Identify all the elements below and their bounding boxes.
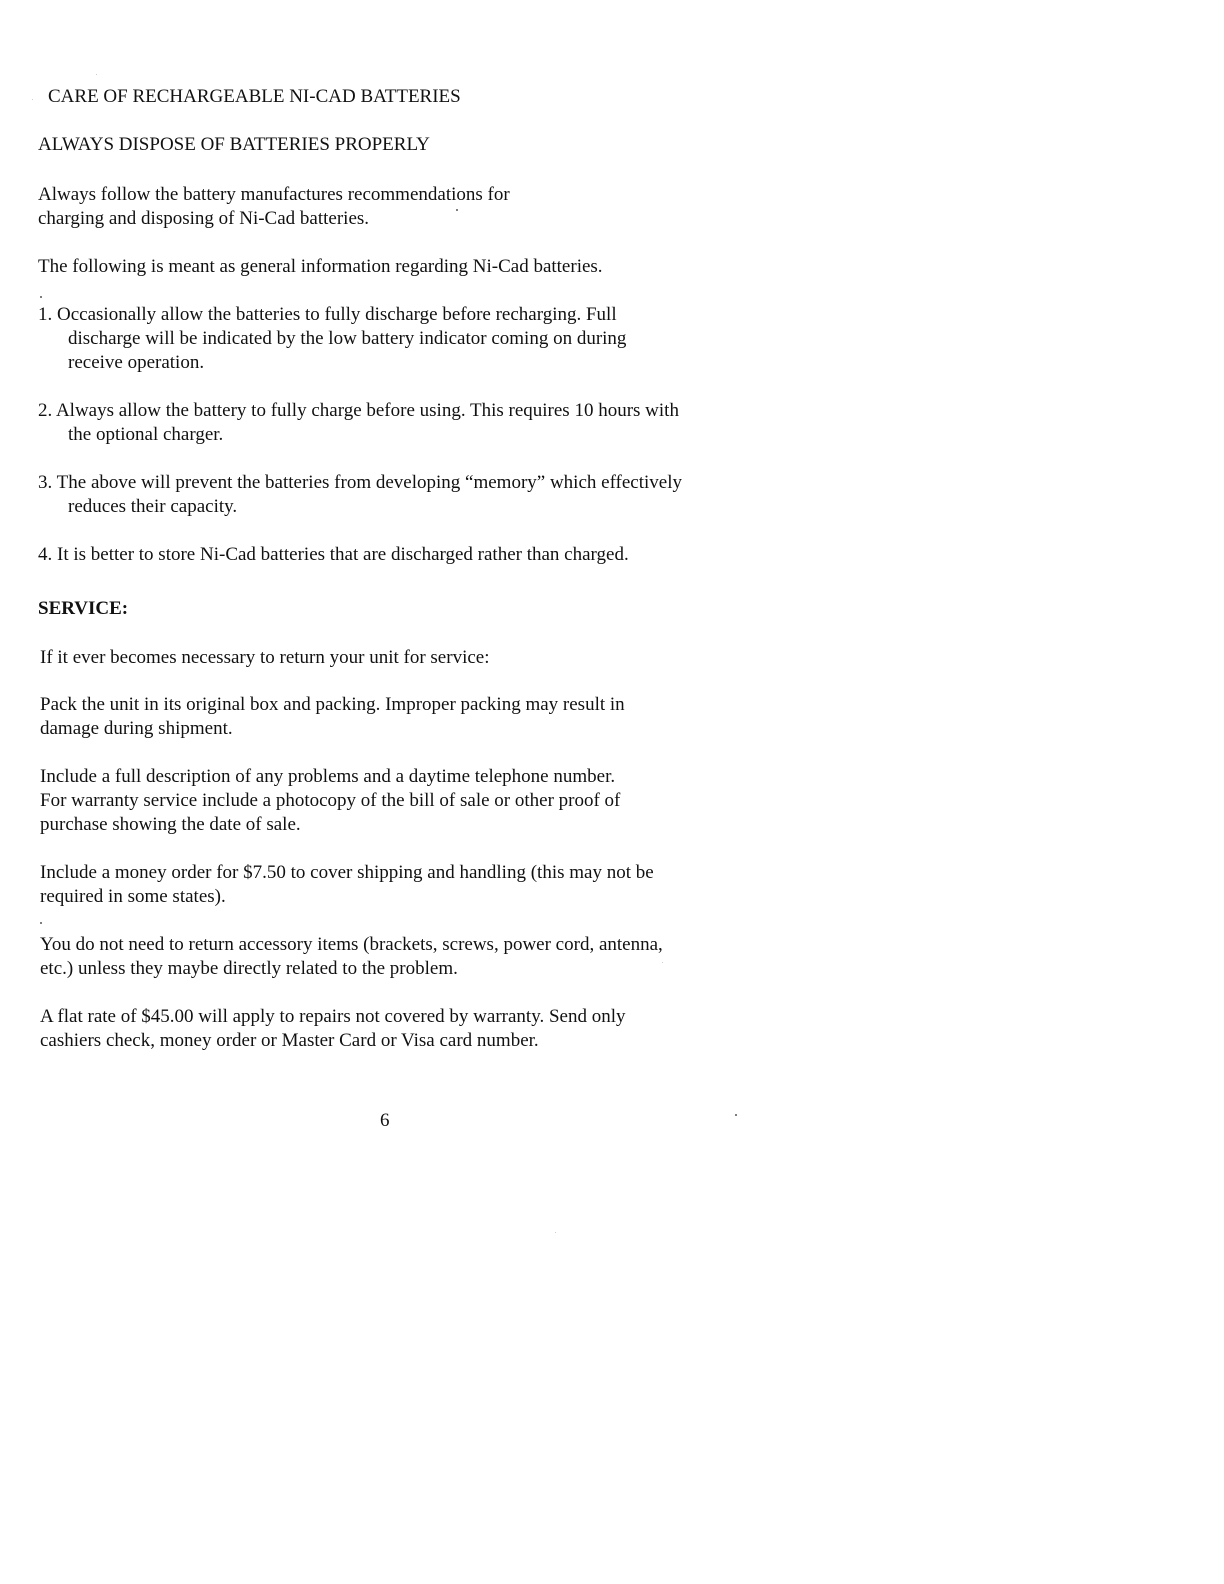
scan-speck: [735, 1114, 737, 1116]
general-info: The following is meant as general information regarding Ni-Cad batteries.: [38, 256, 603, 277]
intro-line: charging and disposing of Ni-Cad batteries.: [38, 208, 370, 229]
page-number: 6: [380, 1110, 390, 1131]
service-packing-line: Pack the unit in its original box and packing. Improper packing may result in: [40, 694, 625, 715]
service-flat-rate-line: A flat rate of $45.00 will apply to repairs not covered by warranty. Send only: [40, 1006, 626, 1027]
list-item: 2. Always allow the battery to fully charge before using. This requires 10 hours with: [38, 400, 679, 421]
list-item-continuation: the optional charger.: [68, 424, 224, 445]
scan-speck: [96, 74, 97, 75]
page-subtitle: ALWAYS DISPOSE OF BATTERIES PROPERLY: [38, 134, 430, 155]
list-item-continuation: discharge will be indicated by the low battery indicator coming on during: [68, 328, 627, 349]
intro-line: Always follow the battery manufactures recommendations for: [38, 184, 510, 205]
list-item: 4. It is better to store Ni-Cad batteries that are discharged rather than charged.: [38, 544, 629, 565]
scan-speck: [40, 922, 42, 924]
service-description-line: purchase showing the date of sale.: [40, 814, 301, 835]
service-intro: If it ever becomes necessary to return your unit for service:: [40, 647, 490, 668]
service-flat-rate-line: cashiers check, money order or Master Card or Visa card number.: [40, 1030, 539, 1051]
service-money-order-line: required in some states).: [40, 886, 226, 907]
list-item: 3. The above will prevent the batteries from developing “memory” which effectively: [38, 472, 683, 493]
scan-speck: [40, 296, 42, 298]
list-item-continuation: receive operation.: [68, 352, 205, 373]
service-accessories-line: etc.) unless they maybe directly related to the problem.: [40, 958, 458, 979]
page-title: CARE OF RECHARGEABLE NI-CAD BATTERIES: [48, 86, 461, 107]
scan-speck: [555, 1232, 556, 1233]
scan-speck: [662, 962, 663, 963]
service-packing-line: damage during shipment.: [40, 718, 233, 739]
service-money-order-line: Include a money order for $7.50 to cover shipping and handling (this may not be: [40, 862, 654, 883]
service-description-line: For warranty service include a photocopy of the bill of sale or other proof of: [40, 790, 621, 811]
service-accessories-line: You do not need to return accessory items (brackets, screws, power cord, antenna,: [40, 934, 663, 955]
list-item: 1. Occasionally allow the batteries to fully discharge before recharging. Full: [38, 304, 617, 325]
service-description-line: Include a full description of any problems and a daytime telephone number.: [40, 766, 616, 787]
list-item-continuation: reduces their capacity.: [68, 496, 238, 517]
service-heading: SERVICE:: [38, 598, 129, 619]
scan-speck: [32, 99, 33, 100]
scan-speck: [456, 209, 458, 211]
